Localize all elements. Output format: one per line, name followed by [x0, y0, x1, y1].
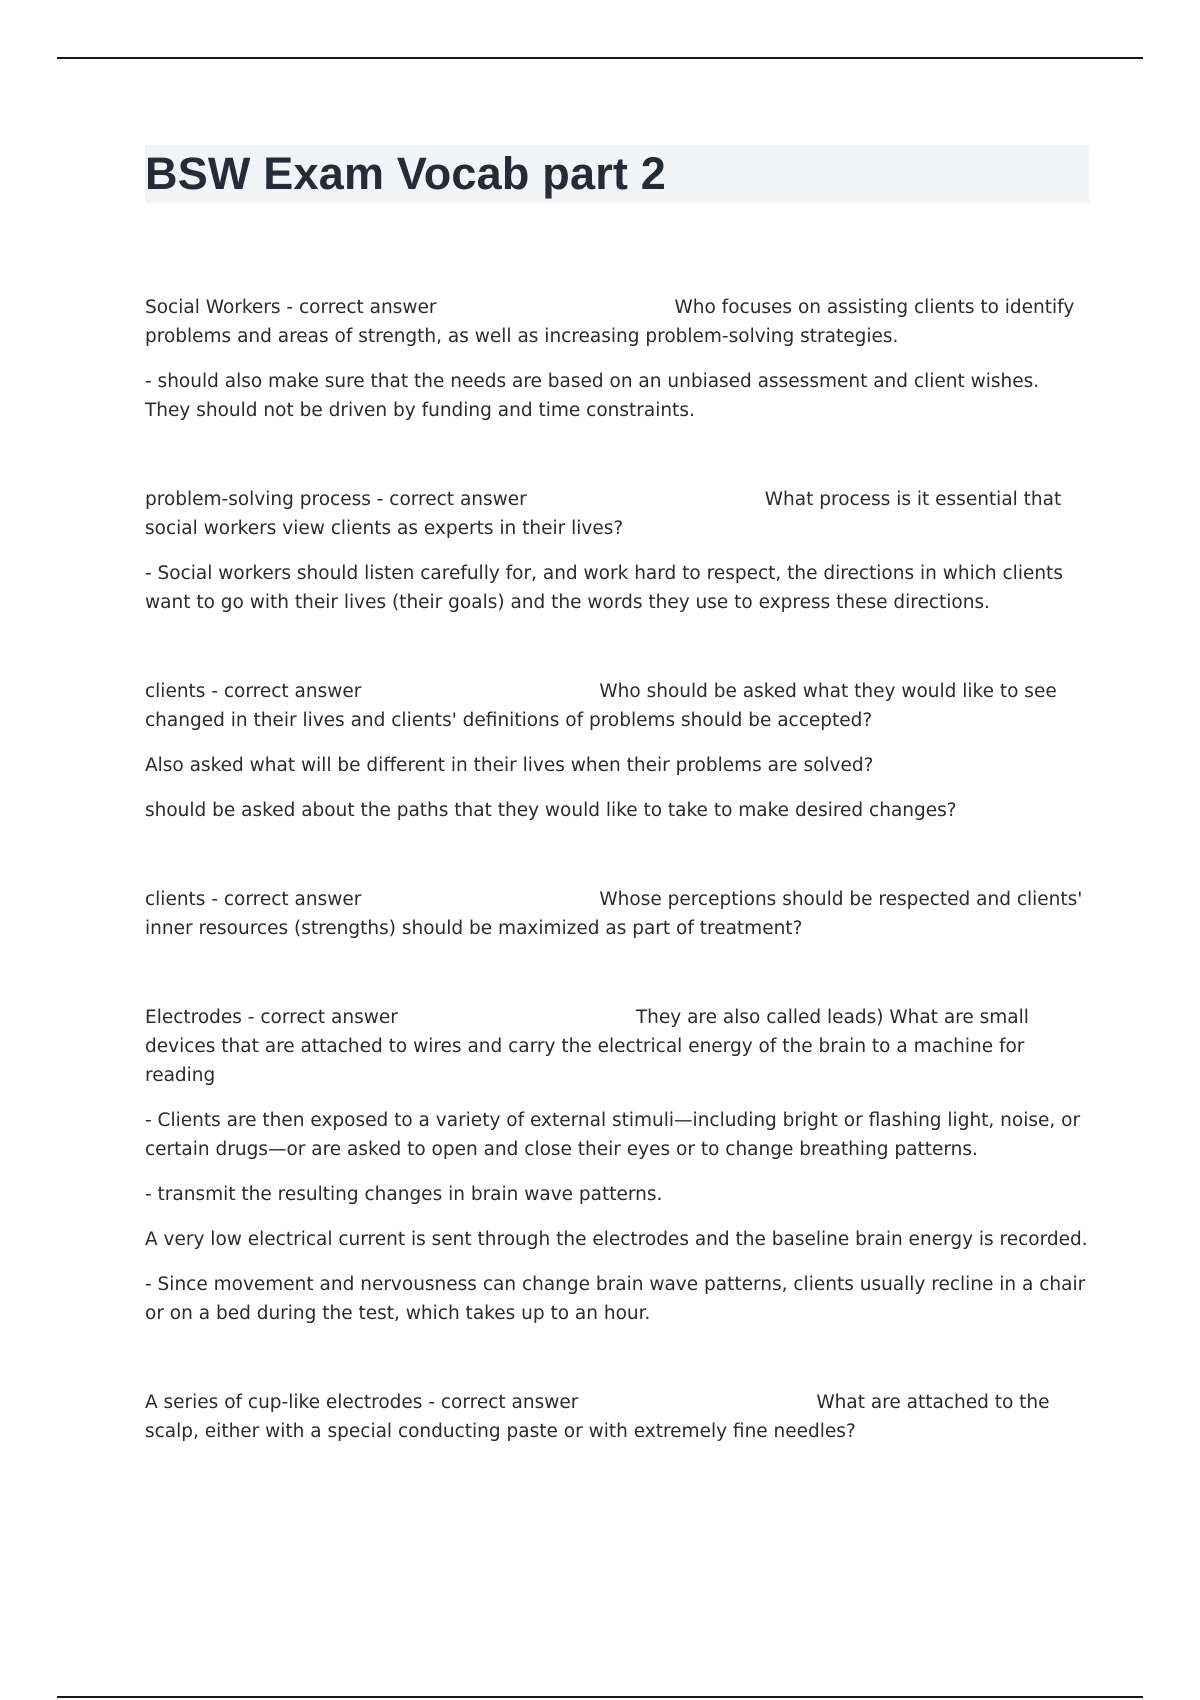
flashcard-question: What process is it essential that social workers view clients as experts in their lives?	[145, 489, 1062, 539]
flashcard-question: Who should be asked what they would like to see changed in their lives and clients' definitions of problems should be accepted?	[145, 681, 1057, 731]
flashcard	[145, 677, 1089, 825]
flashcard-note: - Social workers should listen carefully for, and work hard to respect, the directions in which clients want to go with their lives (their goals) and the words they use to express these directions.	[145, 563, 1063, 613]
flashcard-question-line	[145, 885, 1089, 943]
flashcard-term: Electrodes - correct answer	[145, 1007, 398, 1028]
flashcard-term: A series of cup-like electrodes - correct answer	[145, 1392, 579, 1413]
flashcard	[145, 1388, 1089, 1446]
flashcard	[145, 885, 1089, 943]
flashcard-term: clients - correct answer	[145, 889, 362, 910]
flashcard	[145, 485, 1089, 617]
flashcard-question: Whose perceptions should be respected and clients' inner resources (strengths) should be maximized as part of treatment?	[145, 889, 1083, 939]
flashcard-term: clients - correct answer	[145, 681, 362, 702]
flashcard-note: - Clients are then exposed to a variety of external stimuli—including bright or flashing light, noise, or certain drugs—or are asked to open and close their eyes or to change breathing patterns.	[145, 1110, 1081, 1160]
top-rule	[57, 57, 1143, 59]
flashcard-question-line	[145, 677, 1089, 735]
flashcard-question-line	[145, 293, 1089, 351]
flashcard-note: A very low electrical current is sent through the electrodes and the baseline brain energy is recorded.	[145, 1229, 1088, 1250]
bottom-rule	[57, 1696, 1143, 1698]
flashcard-term: Social Workers - correct answer	[145, 297, 437, 318]
flashcard	[145, 1003, 1089, 1328]
flashcard-question-line	[145, 485, 1089, 543]
flashcard-question-line	[145, 1003, 1089, 1090]
flashcard-question-line	[145, 1388, 1089, 1446]
flashcard-question: What are attached to the scalp, either with a special conducting paste or with extremely fine needles?	[145, 1392, 1050, 1442]
flashcard-question: They are also called leads) What are small devices that are attached to wires and carry the electrical energy of the brain to a machine for reading	[145, 1007, 1029, 1086]
page-title: BSW Exam Vocab part 2	[145, 148, 667, 199]
flashcard	[145, 293, 1089, 425]
flashcard-note: Also asked what will be different in their lives when their problems are solved?	[145, 755, 874, 776]
flashcard-note: - Since movement and nervousness can change brain wave patterns, clients usually recline in a chair or on a bed during the test, which takes up to an hour.	[145, 1274, 1086, 1324]
flashcard-term: problem-solving process - correct answer	[145, 489, 527, 510]
flashcard-list	[145, 293, 1089, 1462]
flashcard-note: - transmit the resulting changes in brain wave patterns.	[145, 1184, 663, 1205]
flashcard-note: - should also make sure that the needs are based on an unbiased assessment and client wishes. They should not be driven by funding and time constraints.	[145, 371, 1040, 421]
flashcard-note: should be asked about the paths that they would like to take to make desired changes?	[145, 800, 957, 821]
flashcard-question: Who focuses on assisting clients to identify problems and areas of strength, as well as increasing problem-solving strategies.	[145, 297, 1075, 347]
